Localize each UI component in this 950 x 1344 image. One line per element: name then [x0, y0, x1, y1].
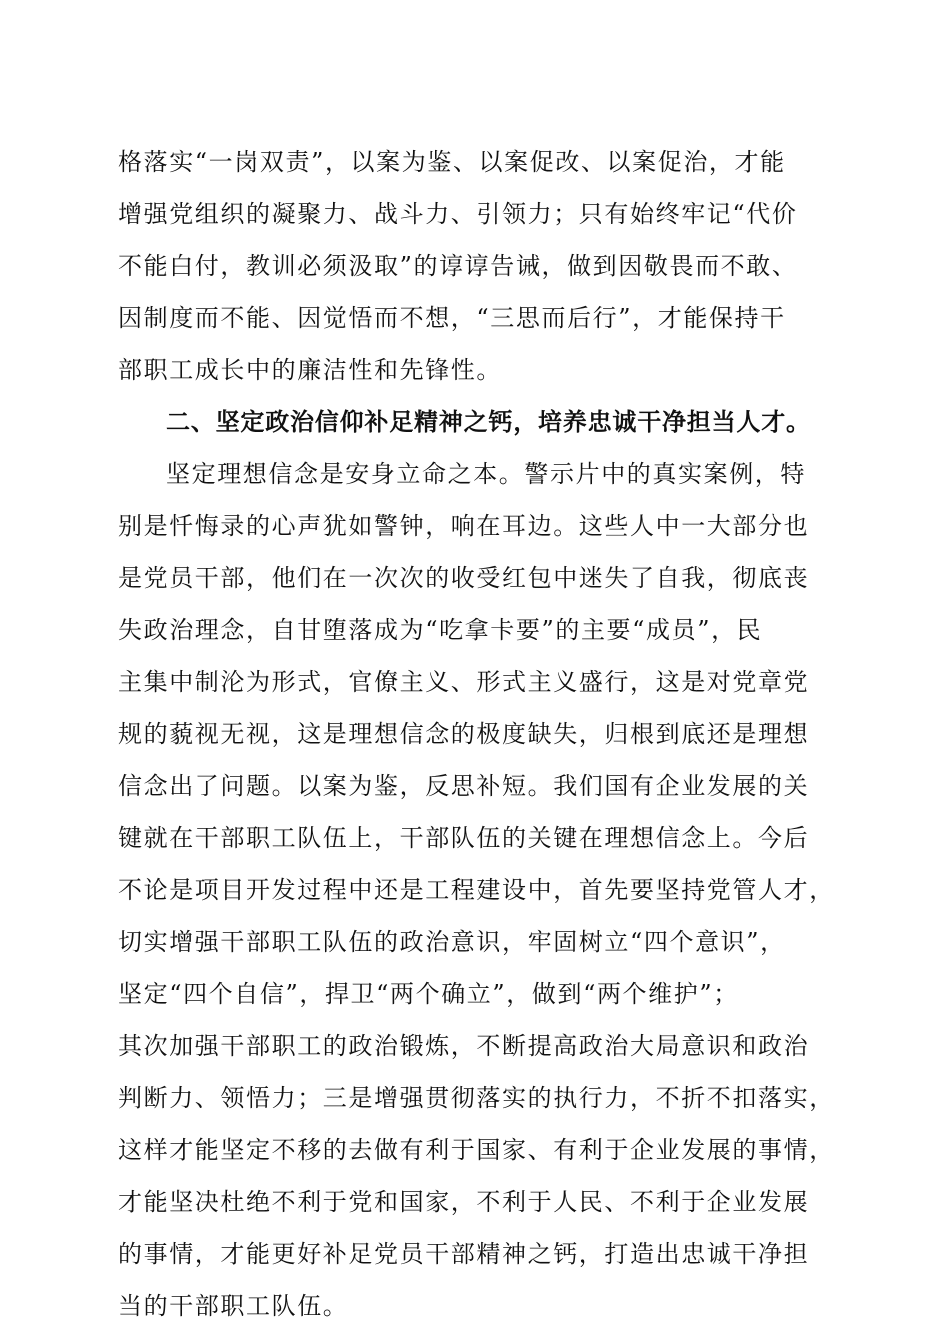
- paragraph2-line-10: 切实增强干部职工队伍的政治意识，牢固树立“四个意识”，: [118, 928, 786, 956]
- paragraph1-line-4: 因制度而不能、因觉悟而不想，“三思而后行”，才能保持干: [118, 304, 786, 332]
- paragraph2-line-14: 这样才能坚定不移的去做有利于国家、有利于企业发展的事情，: [118, 1136, 835, 1164]
- paragraph1-line-3: 不能白付，教训必须汲取”的谆谆告诫，做到因敬畏而不敢、: [118, 252, 798, 280]
- paragraph2-line-11: 坚定“四个自信”，捍卫“两个确立”，做到“两个维护”；: [118, 980, 739, 1008]
- paragraph2-line-13: 判断力、领悟力；三是增强贯彻落实的执行力，不折不扣落实，: [118, 1084, 835, 1112]
- paragraph2-line-8: 键就在干部职工队伍上，干部队伍的关键在理想信念上。今后: [118, 824, 810, 852]
- paragraph2-line-3: 是党员干部，他们在一次次的收受红包中迷失了自我，彻底丧: [118, 564, 810, 592]
- paragraph2-line-6: 规的藐视无视，这是理想信念的极度缺失，归根到底还是理想: [118, 720, 810, 748]
- paragraph1-line-1: 格落实“一岗双责”，以案为鉴、以案促改、以案促治，才能: [118, 148, 786, 176]
- section-heading: 二、坚定政治信仰补足精神之钙，培养忠诚干净担当人才。: [166, 408, 811, 436]
- paragraph2-line-12: 其次加强干部职工的政治锻炼，不断提高政治大局意识和政治: [118, 1032, 810, 1060]
- paragraph1-line-5: 部职工成长中的廉洁性和先锋性。: [118, 356, 502, 384]
- paragraph2-line-17: 当的干部职工队伍。: [118, 1292, 349, 1320]
- paragraph2-line-9: 不论是项目开发过程中还是工程建设中，首先要坚持党管人才，: [118, 876, 835, 904]
- paragraph2-line-7: 信念出了问题。以案为鉴，反思补短。我们国有企业发展的关: [118, 772, 810, 800]
- paragraph2-line-4: 失政治理念，自甘堕落成为“吃拿卡要”的主要“成员”，民: [118, 616, 763, 644]
- paragraph2-line-15: 才能坚决杜绝不利于党和国家，不利于人民、不利于企业发展: [118, 1188, 810, 1216]
- paragraph2-line-1: 坚定理想信念是安身立命之本。警示片中的真实案例，特: [166, 460, 806, 488]
- paragraph2-line-16: 的事情，才能更好补足党员干部精神之钙，打造出忠诚干净担: [118, 1240, 810, 1268]
- paragraph1-line-2: 增强党组织的凝聚力、战斗力、引领力；只有始终牢记“代价: [118, 200, 798, 228]
- paragraph2-line-5: 主集中制沦为形式，官僚主义、形式主义盛行，这是对党章党: [118, 668, 810, 696]
- paragraph2-line-2: 别是忏悔录的心声犹如警钟，响在耳边。这些人中一大部分也: [118, 512, 810, 540]
